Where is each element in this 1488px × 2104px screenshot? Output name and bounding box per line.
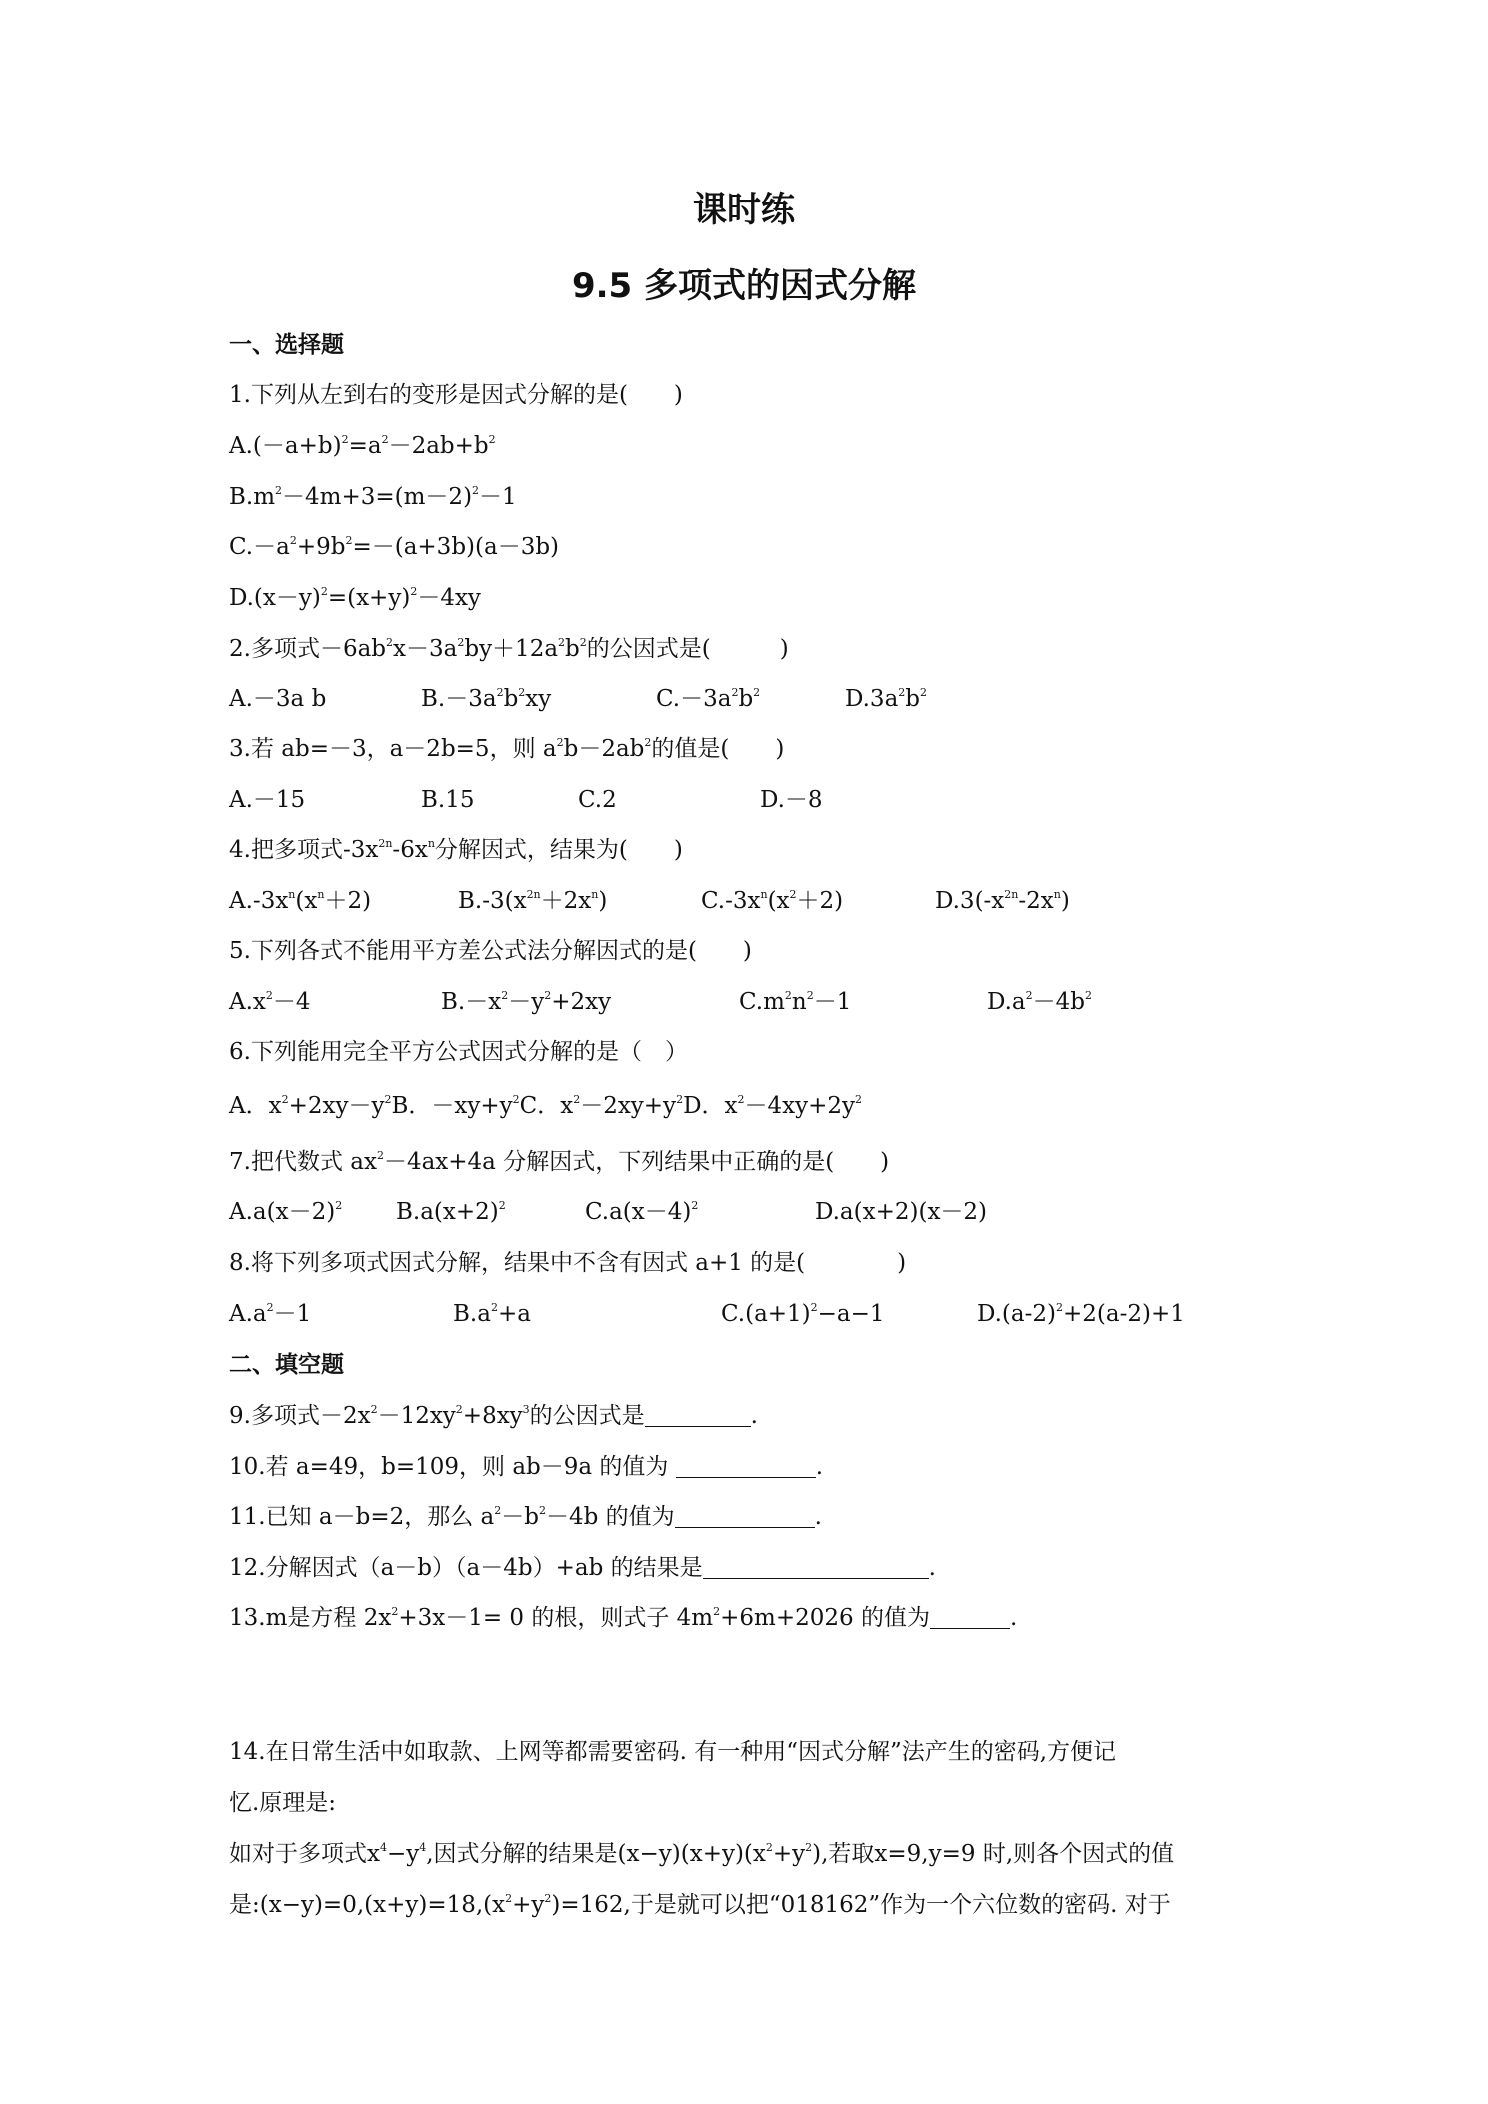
question-2-option-b: $B.-3a^2b^2xy$ (421, 686, 552, 712)
question-1-option-d: $D.(x-y)^2=(x+y)^2-4xy$ (229, 585, 481, 611)
question-7-stem: 7.把代数式 $ax^2-4ax+4a$ 分解因式，下列结果中正确的是( ) (229, 1149, 890, 1175)
question-3-option-d: D.－8 (760, 787, 823, 813)
page-subtitle: 9.5 多项式的因式分解 (571, 266, 917, 306)
question-3-option-b: B.15 (421, 787, 475, 813)
question-14-line-1: 14.在日常生活中如取款、上网等都需要密码. 有一种用“因式分解”法产生的密码,方便记 (229, 1739, 1117, 1765)
question-2-option-c: $C.-3a^2b^2$ (656, 686, 761, 712)
question-7-option-d: D.a(x+2)(x－2) (815, 1199, 988, 1225)
question-5-option-b: $B.-x^2-y^2+2xy$ (441, 989, 612, 1015)
question-5-option-d: $D.a^2-4b^2$ (987, 989, 1093, 1015)
question-13: 13.m是方程 $2x^2+3x-1= 0$ 的根，则式子 $4m^2+6m+2026$ 的值为 . (229, 1605, 1018, 1631)
question-12: 12.分解因式（a－b）（a－4b）+ab 的结果是 . (229, 1555, 936, 1581)
question-14-line-4: 是$:(x-y)=0,(x+y)=18,(x^2+y^2)=162$,于是就可以把“018162”作为一个六位数的密码. 对于 (229, 1892, 1171, 1918)
answer-blank[interactable] (930, 1606, 1010, 1629)
question-5-option-a: $A.x^2-4$ (229, 989, 311, 1015)
question-5-stem: 5.下列各式不能用平方差公式法分解因式的是( ) (229, 938, 752, 964)
question-4-stem: 4.把多项式$-3x^{2n}-6x^n$分解因式，结果为( ) (229, 837, 683, 863)
question-2-option-d: $D.3a^2b^2$ (845, 686, 928, 712)
question-2-option-a: A.－3a b (229, 686, 327, 712)
question-10: 10.若 a=49，b=109，则 ab－9a 的值为 . (229, 1454, 824, 1480)
page-title: 课时练 (693, 190, 795, 230)
question-4-option-a: $A.-3x^n(x^n+2)$ (229, 888, 372, 914)
question-4-option-c: $C.-3x^n(x^2+2)$ (701, 888, 844, 914)
question-8-stem: 8.将下列多项式因式分解，结果中不含有因式 a+1 的是( ) (229, 1250, 907, 1276)
question-3-option-c: C.2 (578, 787, 617, 813)
question-11: 11.已知 a－b=2，那么 $a^2-b^2-4b$ 的值为 . (229, 1504, 822, 1530)
question-7-option-c: $C.a(x-4)^2$ (585, 1199, 699, 1225)
answer-blank[interactable] (703, 1556, 929, 1579)
question-4-option-b: $B.-3(x^{2n}+2x^n)$ (458, 888, 608, 914)
answer-blank[interactable] (645, 1404, 751, 1427)
section-heading-fill-blank: 二、填空题 (229, 1352, 344, 1378)
question-1-stem: 1.下列从左到右的变形是因式分解的是( ) (229, 382, 683, 408)
question-8-option-c: $C.(a+1)^2-a-1$ (721, 1301, 885, 1327)
question-1-option-c: $C.-a^2+9b^2=-(a+3b)(a-3b)$ (229, 534, 560, 560)
question-9: 9.多项式$-2x^2-12xy^2+8xy^3$的公因式是 . (229, 1403, 758, 1429)
question-14-line-3: 如对于多项式$x^4-y^4$,因式分解的结果是$(x-y)(x+y)(x^2+y^2)$,若取x=9,y=9 时,则各个因式的值 (229, 1841, 1175, 1867)
answer-blank[interactable] (676, 1455, 816, 1478)
question-4-option-d: $D.3(-x^{2n}-2x^n)$ (935, 888, 1070, 914)
section-heading-choice: 一、选择题 (229, 332, 344, 358)
question-7-option-b: $B.a(x+2)^2$ (396, 1199, 506, 1225)
answer-blank[interactable] (675, 1505, 815, 1528)
question-8-option-b: $B.a^2+a$ (453, 1301, 531, 1327)
question-6-options: A．$x^2+2xy-y^2B$．$-xy+y^2C$．$x^2-2xy+y^2D$．$x^2-4xy+2y^2$ (229, 1093, 862, 1119)
question-3-option-a: A.－15 (229, 787, 306, 813)
question-14-line-2: 忆.原理是: (229, 1790, 337, 1816)
question-1-option-b: $B.m^2-4m+3=(m-2)^2-1$ (229, 484, 517, 510)
question-6-stem: 6.下列能用完全平方公式因式分解的是（ ） (229, 1039, 688, 1065)
question-8-option-a: $A.a^2-1$ (229, 1301, 312, 1327)
question-1-option-a: $A.(-a+b)^2=a^2-2ab+b^2$ (229, 433, 496, 459)
question-2-stem: 2.多项式$-6ab^2x-3a^2by+12a^2b^2$的公因式是( ) (229, 636, 789, 662)
question-8-option-d: $D.(a-2)^2+2(a-2)+1$ (977, 1301, 1185, 1327)
question-7-option-a: $A.a(x-2)^2$ (229, 1199, 343, 1225)
question-5-option-c: $C.m^2n^2-1$ (739, 989, 852, 1015)
question-3-stem: 3.若 ab=－3，a－2b=5，则 $a^2b-2ab^2$的值是( ) (229, 736, 785, 762)
